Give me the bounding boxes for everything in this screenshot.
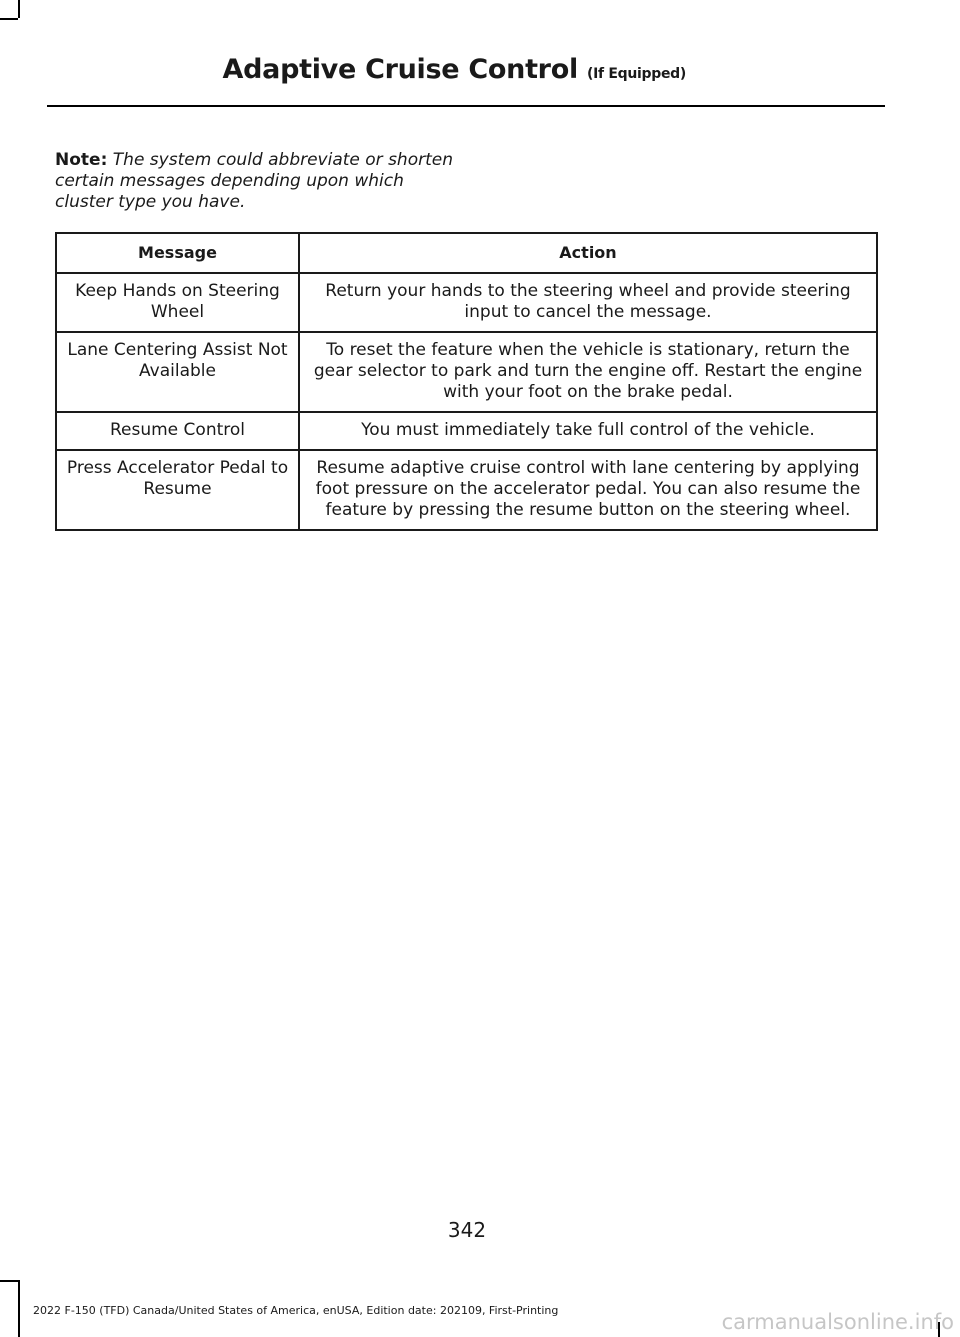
message-table [55, 232, 878, 531]
crop-mark [0, 18, 18, 20]
page-number: 342 [447, 1218, 487, 1242]
page-title: Adaptive Cruise Control [222, 54, 578, 85]
action-cell: Return your hands to the steering wheel and provide steering input to cancel the message. [299, 273, 877, 332]
table-row [56, 332, 877, 412]
header-action: Action [299, 233, 877, 273]
header-message: Message [56, 233, 299, 273]
note-paragraph [55, 150, 455, 213]
message-cell: Keep Hands on Steering Wheel [56, 273, 299, 332]
action-cell: Resume adaptive cruise control with lane centering by applying foot pressure on the accelerator pedal. You can also resume the feature by pressing the resume button on the steering wheel. [299, 450, 877, 530]
action-cell: You must immediately take full control of the vehicle. [299, 412, 877, 450]
table-row [56, 412, 877, 450]
crop-mark [18, 0, 20, 18]
crop-mark [0, 1280, 18, 1282]
table-header-row [56, 233, 877, 273]
message-cell: Resume Control [56, 412, 299, 450]
message-cell: Press Accelerator Pedal to Resume [56, 450, 299, 530]
note-text: The system could abbreviate or shorten certain messages depending upon which cluster type you have. [55, 150, 453, 212]
watermark: carmanualsonline.info [721, 1310, 954, 1334]
note-label: Note: [55, 150, 108, 170]
footer-edition: 2022 F-150 (TFD) Canada/United States of America, enUSA, Edition date: 202109, First-Printing [33, 1304, 559, 1317]
header-divider [47, 105, 885, 107]
page-subtitle: (If Equipped) [587, 66, 686, 82]
table-row [56, 450, 877, 530]
message-cell: Lane Centering Assist Not Available [56, 332, 299, 412]
crop-mark [18, 1280, 20, 1337]
table-row [56, 273, 877, 332]
action-cell: To reset the feature when the vehicle is stationary, return the gear selector to park and turn the engine off. Restart the engine with your foot on the brake pedal. [299, 332, 877, 412]
